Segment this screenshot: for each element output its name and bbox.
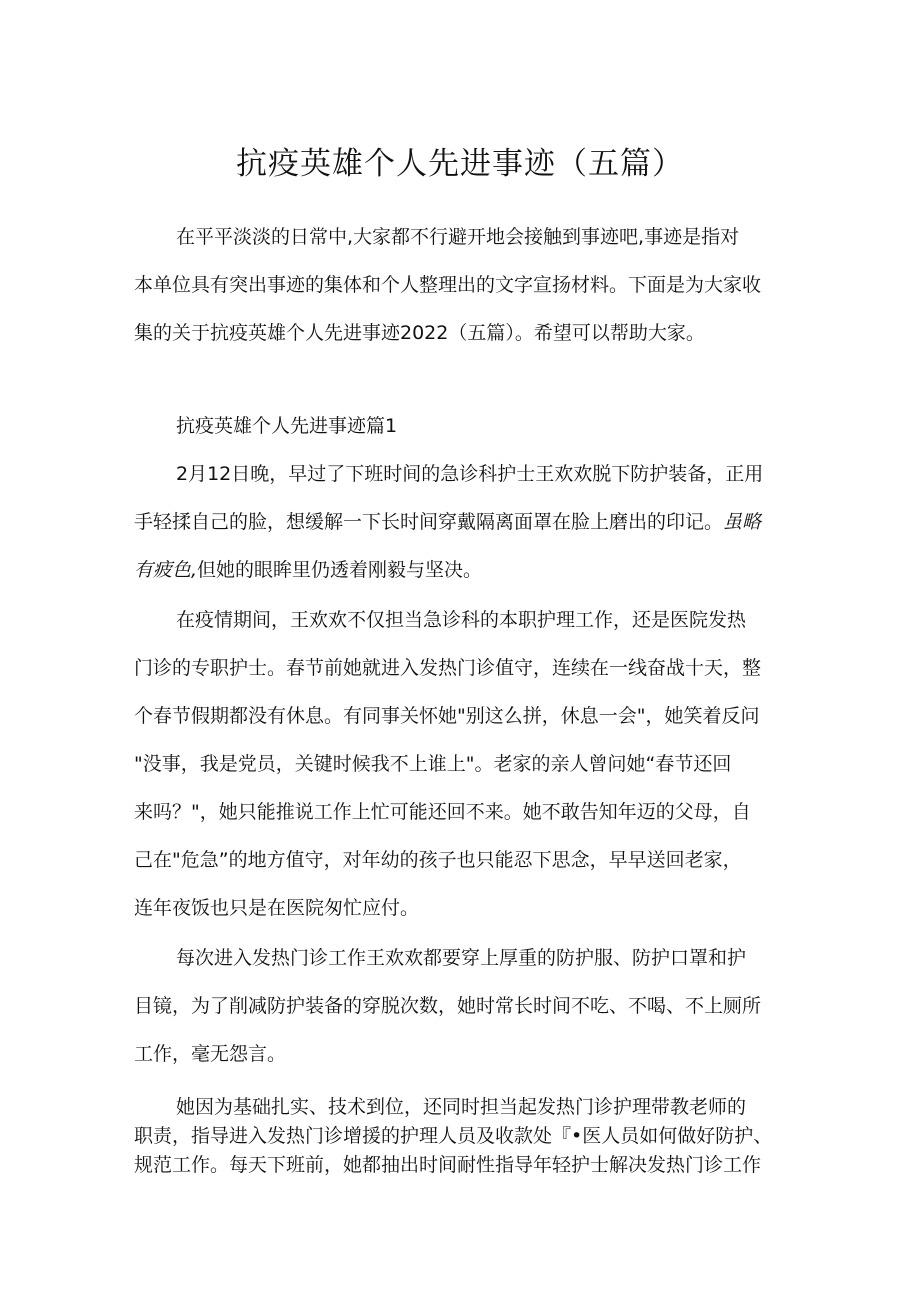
p2-line-3: 个春节假期都没有休息。有同事关怀她"别这么拼，休息一会"，她笑着反问 [134, 705, 760, 727]
page-title: 抗疫英雄个人先进事迹（五篇） [236, 146, 684, 182]
p1-line-1: 2月12日晚，早过了下班时间的急诊科护士王欢欢脱下防护装备，正用 [176, 463, 764, 485]
p4-line-2: 职责，指导进入发热门诊增援的护理人员及收款处『•医人员如何做好防护、 [134, 1125, 773, 1147]
p1-line-2 [134, 508, 761, 536]
p1-line-3-text: 但她的眼眸里仍透着刚毅与坚决。 [197, 559, 483, 581]
intro-line-3: 集的关于抗疫英雄个人先进事迹2022（五篇）。希望可以帮助大家。 [134, 322, 705, 344]
p4-line-1: 她因为基础扎实、技术到位，还同时担当起发热门诊护理带教老师的 [176, 1096, 747, 1118]
p1-line-3-italic: 有疲色, [134, 559, 198, 581]
p2-line-5: 来吗？"，她只能推说工作上忙可能还回不来。她不敢告知年迈的父母，自 [134, 801, 751, 823]
p4-line-3: 规范工作。每天下班前，她都抽出时间耐性指导年轻护士解决发热门诊工作 [134, 1154, 762, 1176]
intro-line-1: 在平平淡淡的日常中,大家都不行避开地会接触到事迹吧,事迹是指对 [176, 226, 740, 248]
p1-line-2-text: 手轻揉自己的脸，想缓解一下长时间穿戴隔离面罩在脸上磨出的印记。 [134, 511, 724, 533]
p2-line-4: "没事，我是党员，关键时候我不上谁上"。老家的亲人曾问她“春节还回 [134, 753, 732, 775]
p2-line-6: 己在"危急”的地方值守，对年幼的孩子也只能忍下思念，早早送回老家， [134, 849, 742, 871]
p2-line-7: 连年夜饭也只是在医院匆忙应付。 [134, 897, 420, 919]
section-heading: 抗疫英雄个人先进事迹篇1 [176, 415, 398, 437]
p1-line-2-italic: 虽略 [723, 511, 762, 533]
p3-line-2: 目镜，为了削减防护装备的穿脱次数，她时常长时间不吃、不喝、不上厕所 [134, 995, 762, 1017]
p3-line-1: 每次进入发热门诊工作王欢欢都要穿上厚重的防护服、防护口罩和护 [176, 947, 747, 969]
p2-line-1: 在疫情期间，王欢欢不仅担当急诊科的本职护理工作，还是医院发热 [176, 609, 747, 631]
p2-line-2: 门诊的专职护士。春节前她就进入发热门诊值守，连续在一线奋战十天，整 [134, 657, 762, 679]
p3-line-3: 工作，毫无怨言。 [134, 1043, 287, 1065]
p1-line-3 [134, 556, 482, 584]
intro-line-2: 本单位具有突出事迹的集体和个人整理出的文字宣扬材料。下面是为大家收 [134, 274, 762, 296]
